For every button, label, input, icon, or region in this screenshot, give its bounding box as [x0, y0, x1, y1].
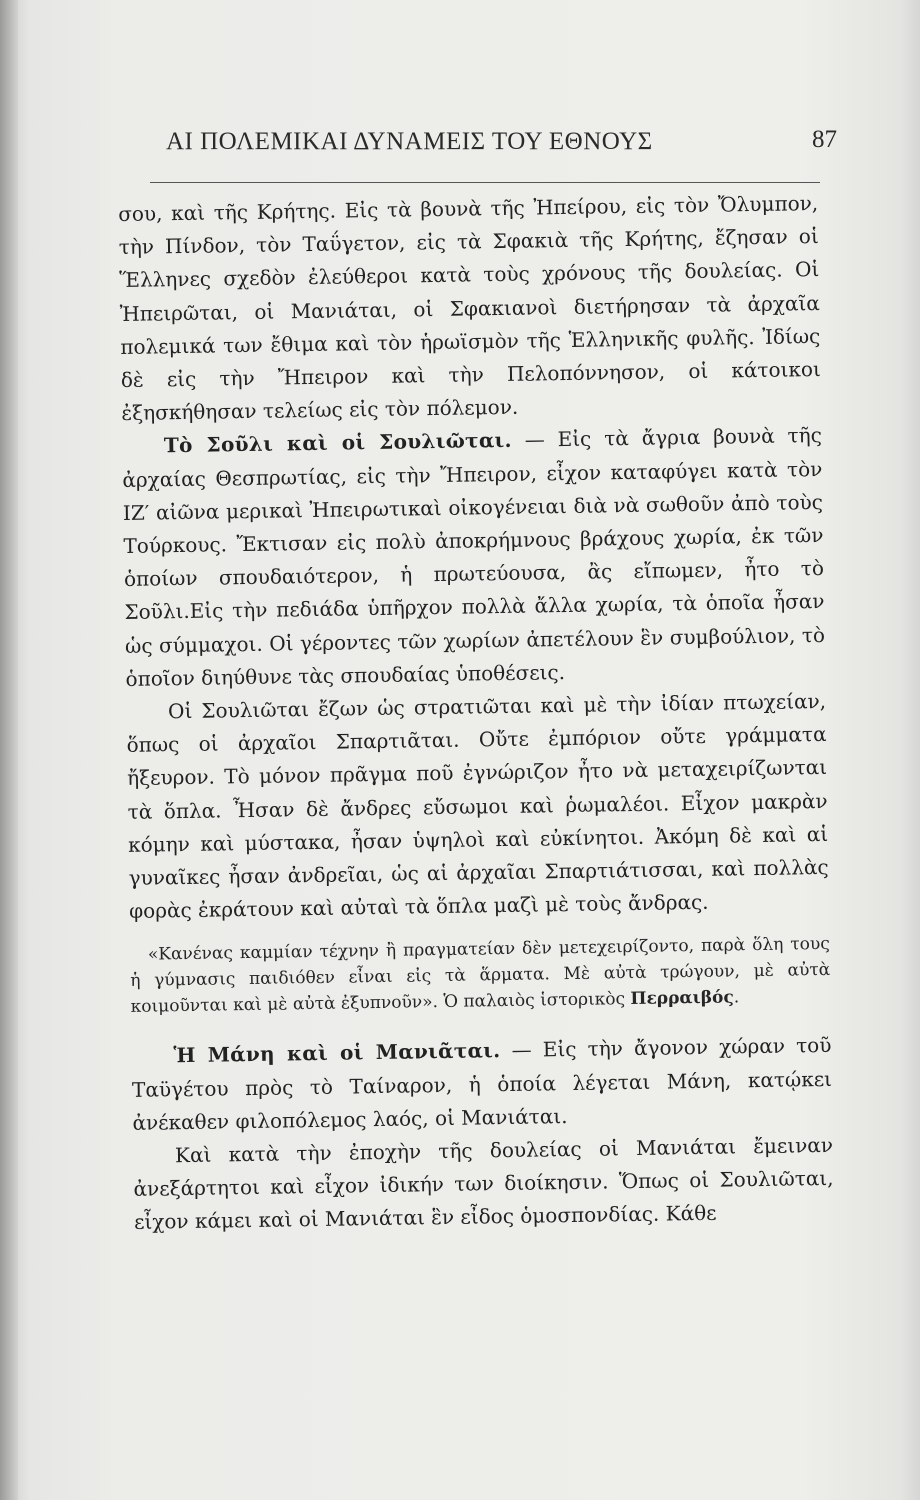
section-mani [131, 1029, 832, 1140]
quote-text: «Κανένας καμμίαν τέχνην ἢ πραγματείαν δὲν μετεχειρίζοντο, παρὰ ὅλη τους ἡ γύμνασις παιδιόθεν εἶναι εἰς τὰ ἅρματα. Μὲ αὐτὰ τρώγουν, μὲ αὐτὰ κοιμοῦνται καὶ μὲ αὐτὰ ἐξυπνοῦν». Ὁ παλαιὸς ἱστορικὸς [130, 934, 831, 1018]
section-heading-souli: Τὸ Σοῦλι καὶ οἱ Σουλιῶται. [163, 428, 512, 458]
running-title: ΑΙ ΠΟΛΕΜΙΚΑΙ ΔΥΝΑΜΕΙΣ ΤΟΥ ΕΘΝΟΥΣ [166, 128, 653, 155]
quote-end: . [733, 987, 740, 1008]
page-number: 87 [812, 126, 837, 153]
page-gutter [0, 0, 18, 1500]
paragraph-souliotes: Οἱ Σουλιῶται ἔζων ὡς στρατιῶται καὶ μὲ τὴν ἰδίαν πτωχείαν, ὅπως οἱ ἀρχαῖοι Σπαρτιᾶται. Οὔτε ἐμπόριον οὔτε γράμματα ἤξευρον. Τὸ μόνον πρᾶγμα ποῦ ἐγνώριζον ἦτο νὰ μεταχειρίζωνται τὰ ὅπλα. Ἦσαν δὲ ἄνδρες εὔσωμοι καὶ ῥωμαλέοι. Εἶχον μακρὰν κόμην καὶ μύστακα, ἦσαν ὑψηλοὶ καὶ εὐκίνητοι. Ἀκόμη δὲ καὶ αἱ γυναῖκες ἦσαν ἀνδρεῖαι, ὡς αἱ ἀρχαῖαι Σπαρτιάτισσαι, καὶ πολλὰς φορὰς ἐκράτουν καὶ αὐταὶ τὰ ὅπλα μαζὶ μὲ τοὺς ἄνδρας. [126, 688, 829, 924]
section-text-mani: — Εἰς τὴν ἄγονον χώραν τοῦ Ταϋγέτου πρὸς τὸ Ταίναρον, ἡ ὁποία λέγεται Μάνη, κατῴκει ἀνέκαθεν φιλοπόλεμος λαός, οἱ Μανιάται. [131, 1033, 833, 1135]
section-heading-mani: Ἡ Μάνη καὶ οἱ Μανιᾶται. [173, 1038, 501, 1068]
block-quote [130, 931, 831, 1020]
section-text-souli: — Εἰς τὰ ἄγρια βουνὰ τῆς ἀρχαίας Θεσπρωτίας, εἰς τὴν Ἤπειρον, εἶχον καταφύγει κατὰ τὸν ΙΖ′ αἰῶνα μερικαὶ Ἠπειρωτικαὶ οἰκογένειαι διὰ νὰ σωθοῦν ἀπὸ τοὺς Τούρκους. Ἔκτισαν εἰς πολὺ ἀποκρήμνους βράχους χωρία, ἐκ τῶν ὁποίων σπουδαιότερον, ἡ πρωτεύουσα, ἂς εἴπωμεν, ἦτο τὸ Σοῦλι.Εἰς τὴν πεδιάδα ὑπῆρχον πολλὰ ἄλλα χωρία, τὰ ὁποῖα ἦσαν ὡς σύμμαχοι. Οἱ γέροντες τῶν χωρίων ἀπετέλουν ἓν συμβούλιον, τὸ ὁποῖον διηύθυνε τὰς σπουδαίας ὑποθέσεις. [122, 423, 826, 691]
section-souli [122, 419, 826, 696]
header-rule [150, 182, 820, 183]
quote-author: Περραιβός [630, 987, 734, 1010]
body-text [118, 187, 834, 1240]
paragraph-continuation: σου, καὶ τῆς Κρήτης. Εἰς τὰ βουνὰ τῆς Ἠπείρου, εἰς τὸν Ὄλυμπον, τὴν Πίνδον, τὸν Ταΰγετον, εἰς τὰ Σφακιὰ τῆς Κρήτης, ἔζησαν οἱ Ἕλληνες σχεδὸν ἐλεύθεροι κατὰ τοὺς χρόνους τῆς δουλείας. Οἱ Ἠπειρῶται, οἱ Μανιάται, οἱ Σφακιανοὶ διετήρησαν τὰ ἀρχαῖα πολεμικά των ἔθιμα καὶ τὸν ἡρωϊσμὸν τῆς Ἑλληνικῆς φυλῆς. Ἰδίως δὲ εἰς τὴν Ἤπειρον καὶ τὴν Πελοπόννησον, οἱ κάτοικοι ἐξησκήθησαν τελείως εἰς τὸν πόλεμον. [118, 191, 821, 426]
paragraph-maniates: Καὶ κατὰ τὴν ἐποχὴν τῆς δουλείας οἱ Μανιάται ἔμειναν ἀνεξάρτητοι καὶ εἶχον ἰδικήν των διοίκησιν. Ὅπως οἱ Σουλιῶται, εἶχον κάμει καὶ οἱ Μανιάται ἓν εἶδος ὁμοσπονδίας. Κάθε [133, 1132, 834, 1235]
